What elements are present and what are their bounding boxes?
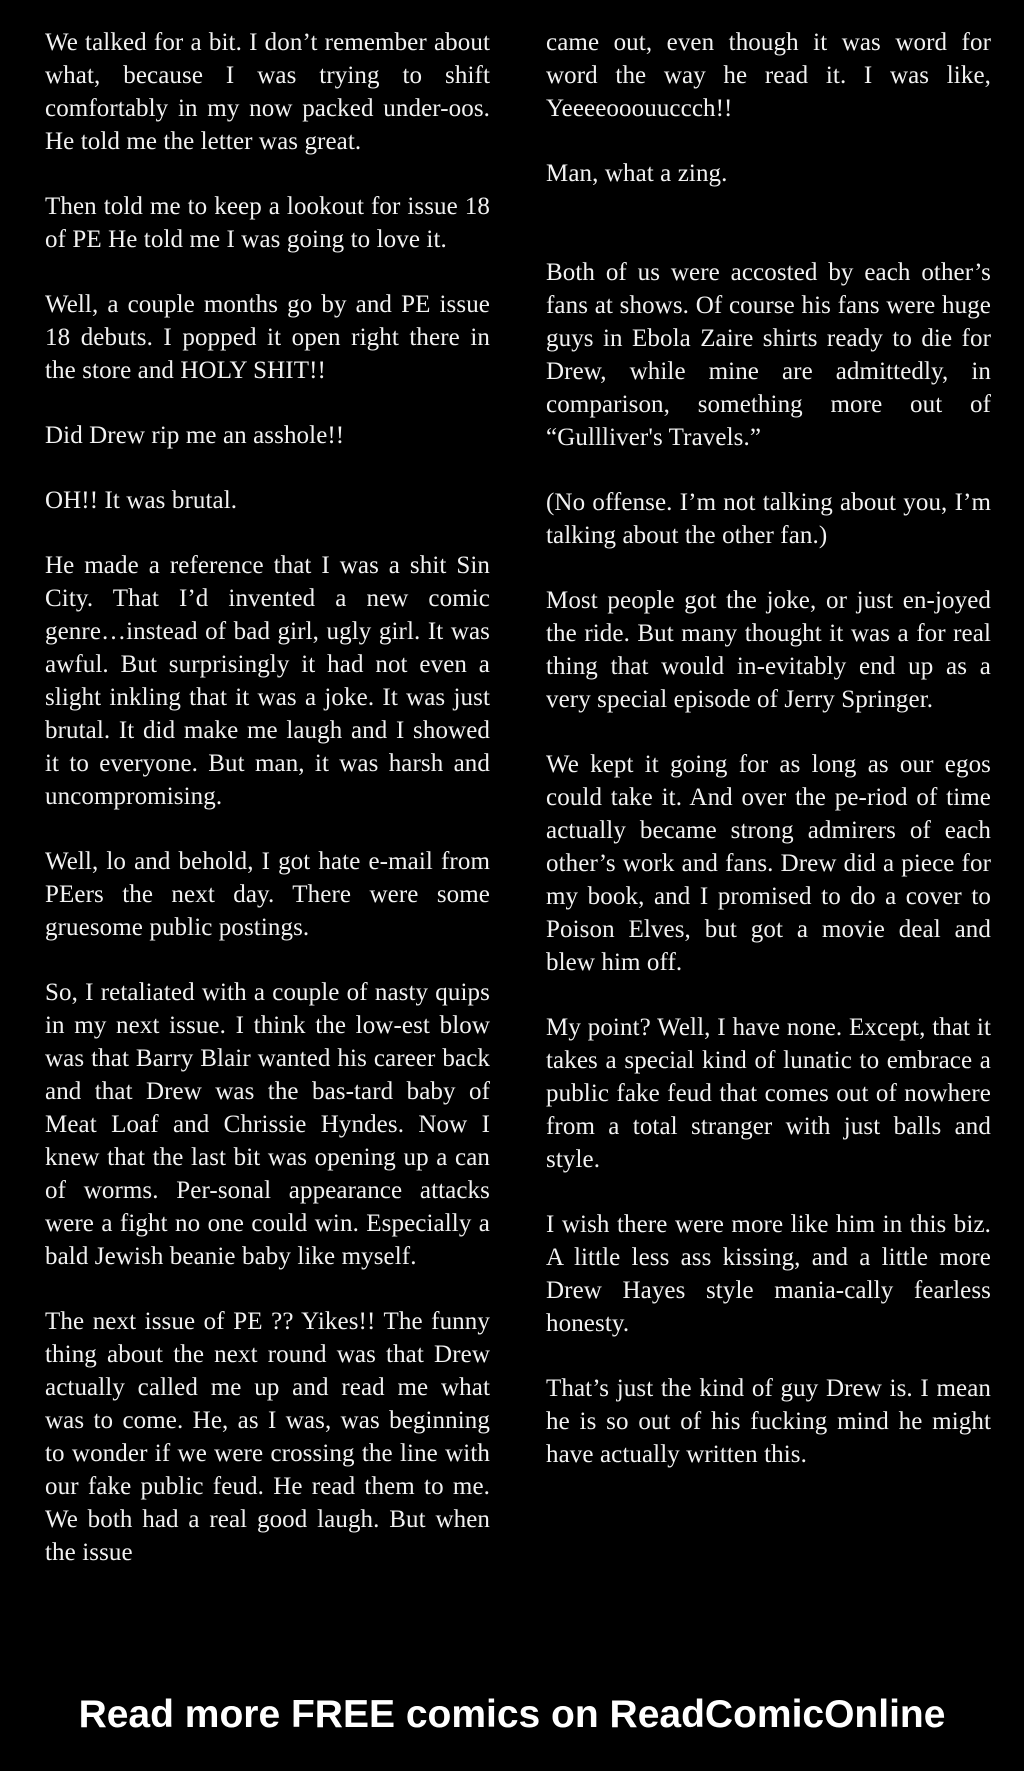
paragraph: OH!! It was brutal. — [45, 487, 238, 514]
paragraph: Man, what a zing. — [546, 160, 728, 187]
paragraph: Then told me to keep a lookout for issue 18 of PE He told me I was going to love it. — [45, 193, 490, 253]
paragraph: That’s just the kind of guy Drew is. I mean he is so out of his fucking mind he might have actually written this. — [546, 1375, 991, 1468]
paragraph: Well, lo and behold, I got hate e-mail from PEers the next day. There were some gruesome public postings. — [45, 848, 490, 941]
paragraph: The next issue of PE ?? Yikes!! The funny thing about the next round was that Drew actually called me up and read me what was to come. He, as I was, was beginning to wonder if we were crossing the line with our fake public feud. He read them to me. We both had a real good laugh. But when the issue — [45, 1308, 490, 1566]
paragraph: Well, a couple months go by and PE issue 18 debuts. I popped it open right there in the store and HOLY SHIT!! — [45, 291, 490, 384]
right-column — [546, 26, 991, 1503]
paragraph: Both of us were accosted by each other’s fans at shows. Of course his fans were huge guys in Ebola Zaire shirts ready to die for Drew, while mine are admittedly, in comparison, something more out of “Gullliver's Travels.” — [546, 259, 991, 451]
paragraph: We talked for a bit. I don’t remember about what, because I was trying to shift comfortably in my now packed under-oos. He told me the letter was great. — [45, 29, 490, 155]
paragraph: He made a reference that I was a shit Sin City. That I’d invented a new comic genre…instead of bad girl, ugly girl. It was awful. But surprisingly it had not even a slight inkling that it was a joke. It was just brutal. It did make me laugh and I showed it to everyone. But man, it was harsh and uncompromising. — [45, 552, 490, 810]
left-column — [45, 26, 490, 1601]
paragraph: So, I retaliated with a couple of nasty quips in my next issue. I think the low-est blow was that Barry Blair wanted his career back and that Drew was the bas-tard baby of Meat Loaf and Chrissie Hyndes. Now I knew that the last bit was opening up a can of worms. Per-sonal appearance attacks were a fight no one could win. Especially a bald Jewish beanie baby like myself. — [45, 979, 490, 1270]
paragraph: We kept it going for as long as our egos could take it. And over the pe-riod of time actually became strong admirers of each other’s work and fans. Drew did a piece for my book, and I promised to do a cover to Poison Elves, but got a movie deal and blew him off. — [546, 751, 991, 976]
paragraph: (No offense. I’m not talking about you, I’m talking about the other fan.) — [546, 489, 991, 549]
paragraph: Most people got the joke, or just en-joyed the ride. But many thought it was a for real thing that would in-evitably end up as a very special episode of Jerry Springer. — [546, 587, 991, 713]
paragraph: My point? Well, I have none. Except, that it takes a special kind of lunatic to embrace a public fake feud that comes out of nowhere from a total stranger with just balls and style. — [546, 1014, 991, 1173]
paragraph: came out, even though it was word for word the way he read it. I was like, Yeeeeooouuccch!! — [546, 29, 991, 122]
promo-footer-link[interactable]: Read more FREE comics on ReadComicOnline — [78, 1693, 946, 1736]
paragraph: Did Drew rip me an asshole!! — [45, 422, 345, 449]
paragraph: I wish there were more like him in this biz. A little less ass kissing, and a little more Drew Hayes style mania-cally fearless honesty. — [546, 1211, 991, 1337]
